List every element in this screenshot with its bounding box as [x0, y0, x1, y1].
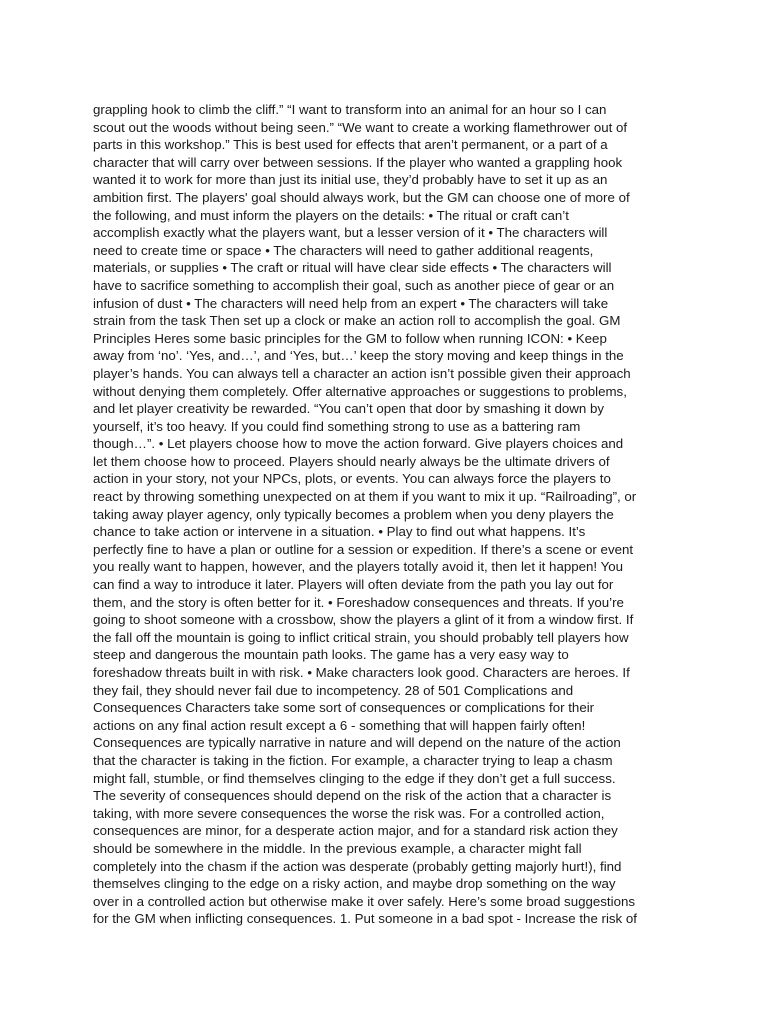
text-line: taking away player agency, only typically becomes a problem when you deny players the: [93, 506, 614, 522]
body-text: [93, 101, 677, 928]
text-line: strain from the task Then set up a clock or make an action roll to accomplish the goal. GM: [93, 313, 621, 329]
text-line: they fail, they should never fail due to incompetency. 28 of 501 Complications and: [93, 682, 574, 698]
text-line: over in a controlled action but otherwise make it over safely. Here’s some broad suggestions: [93, 893, 636, 909]
text-line: the fall off the mountain is going to inflict critical strain, you should probably tell players how: [93, 629, 629, 645]
text-line: grappling hook to climb the cliff.” “I want to transform into an animal for an hour so I can: [93, 102, 607, 117]
text-line: might fall, stumble, or find themselves clinging to the edge if they don’t get a full success.: [93, 770, 616, 786]
text-line: away from ‘no’. ‘Yes, and…’, and ‘Yes, but…’ keep the story moving and keep things in the: [93, 348, 624, 364]
text-line: perfectly fine to have a plan or outline for a session or expedition. If there’s a scene or event: [93, 541, 634, 557]
text-line: for the GM when inflicting consequences. 1. Put someone in a bad spot - Increase the risk of: [93, 911, 637, 927]
text-line: them, and the story is often better for it. • Foreshadow consequences and threats. If you’re: [93, 594, 624, 610]
text-line: that the character is taking in the fiction. For example, a character trying to leap a chasm: [93, 752, 613, 768]
text-line: ambition first. The players' goal should always work, but the GM can choose one of more of: [93, 189, 630, 205]
text-line: actions on any final action result except a 6 - something that will happen fairly often!: [93, 717, 586, 733]
text-line: The severity of consequences should depend on the risk of the action that a character is: [93, 788, 612, 804]
text-line: taking, with more severe consequences the worse the risk was. For a controlled action,: [93, 805, 605, 821]
text-line: wanted it to work for more than just its initial use, they’d probably have to set it up as an: [93, 172, 608, 188]
text-line: completely into the chasm if the action was desperate (probably getting majorly hurt!), find: [93, 858, 622, 874]
text-line: though…”. • Let players choose how to move the action forward. Give players choices and: [93, 436, 624, 452]
text-line: you really want to happen, however, and the players totally avoid it, then let it happen! You: [93, 559, 624, 575]
text-line: react by throwing something unexpected on at them if you want to mix it up. “Railroading”, or: [93, 489, 637, 505]
text-line: parts in this workshop.” This is best used for effects that aren’t permanent, or a part of a: [93, 137, 608, 153]
text-line: infusion of dust • The characters will need help from an expert • The characters will take: [93, 295, 609, 311]
text-line: action in your story, not your NPCs, plots, or events. You can always force the players to: [93, 471, 611, 487]
text-line: Consequences Characters take some sort of consequences or complications for their: [93, 700, 595, 716]
text-line: let them choose how to proceed. Players should nearly always be the ultimate drivers of: [93, 453, 610, 469]
text-line: without denying them completely. Offer alternative approaches or suggestions to problems,: [93, 383, 627, 399]
text-line: need to create time or space • The characters will need to gather additional reagents,: [93, 242, 594, 258]
text-line: the following, and must inform the players on the details: • The ritual or craft can’t: [93, 207, 569, 223]
text-line: and let player creativity be rewarded. “You can’t open that door by smashing it down by: [93, 401, 604, 417]
text-line: should be somewhere in the middle. In the previous example, a character might fall: [93, 840, 582, 856]
text-line: can find a way to introduce it later. Players will often deviate from the path you lay out for: [93, 577, 614, 593]
text-line: yourself, it’s too heavy. If you could find something strong to use as a battering ram: [93, 418, 581, 434]
text-line: Principles Heres some basic principles for the GM to follow when running ICON: • Keep: [93, 330, 607, 346]
text-line: have to sacrifice something to accomplish their goal, such as another piece of gear or an: [93, 277, 615, 293]
text-line: foreshadow threats built in with risk. • Make characters look good. Characters are heroes. If: [93, 665, 630, 680]
text-line: chance to take action or intervene in a situation. • Play to find out what happens. It’s: [93, 524, 586, 540]
text-line: accomplish exactly what the players want, but a lesser version of it • The characters will: [93, 225, 608, 241]
text-line: themselves clinging to the edge on a risky action, and maybe drop something on the way: [93, 876, 616, 892]
text-line: consequences are minor, for a desperate action major, and for a standard risk action they: [93, 823, 618, 839]
text-line: going to shoot someone with a crossbow, show the players a glint of it from a window first. If: [93, 612, 634, 628]
text-line: steep and dangerous the mountain path looks. The game has a very easy way to: [93, 647, 569, 663]
text-line: Consequences are typically narrative in nature and will depend on the nature of the action: [93, 735, 621, 751]
text-line: player’s hands. You can always tell a character an action isn’t possible given their approach: [93, 365, 631, 381]
text-line: character that will carry over between sessions. If the player who wanted a grappling hook: [93, 154, 623, 170]
text-line: materials, or supplies • The craft or ritual will have clear side effects • The characters will: [93, 260, 612, 276]
text-line: scout out the woods without being seen.” “We want to create a working flamethrower out of: [93, 119, 628, 135]
